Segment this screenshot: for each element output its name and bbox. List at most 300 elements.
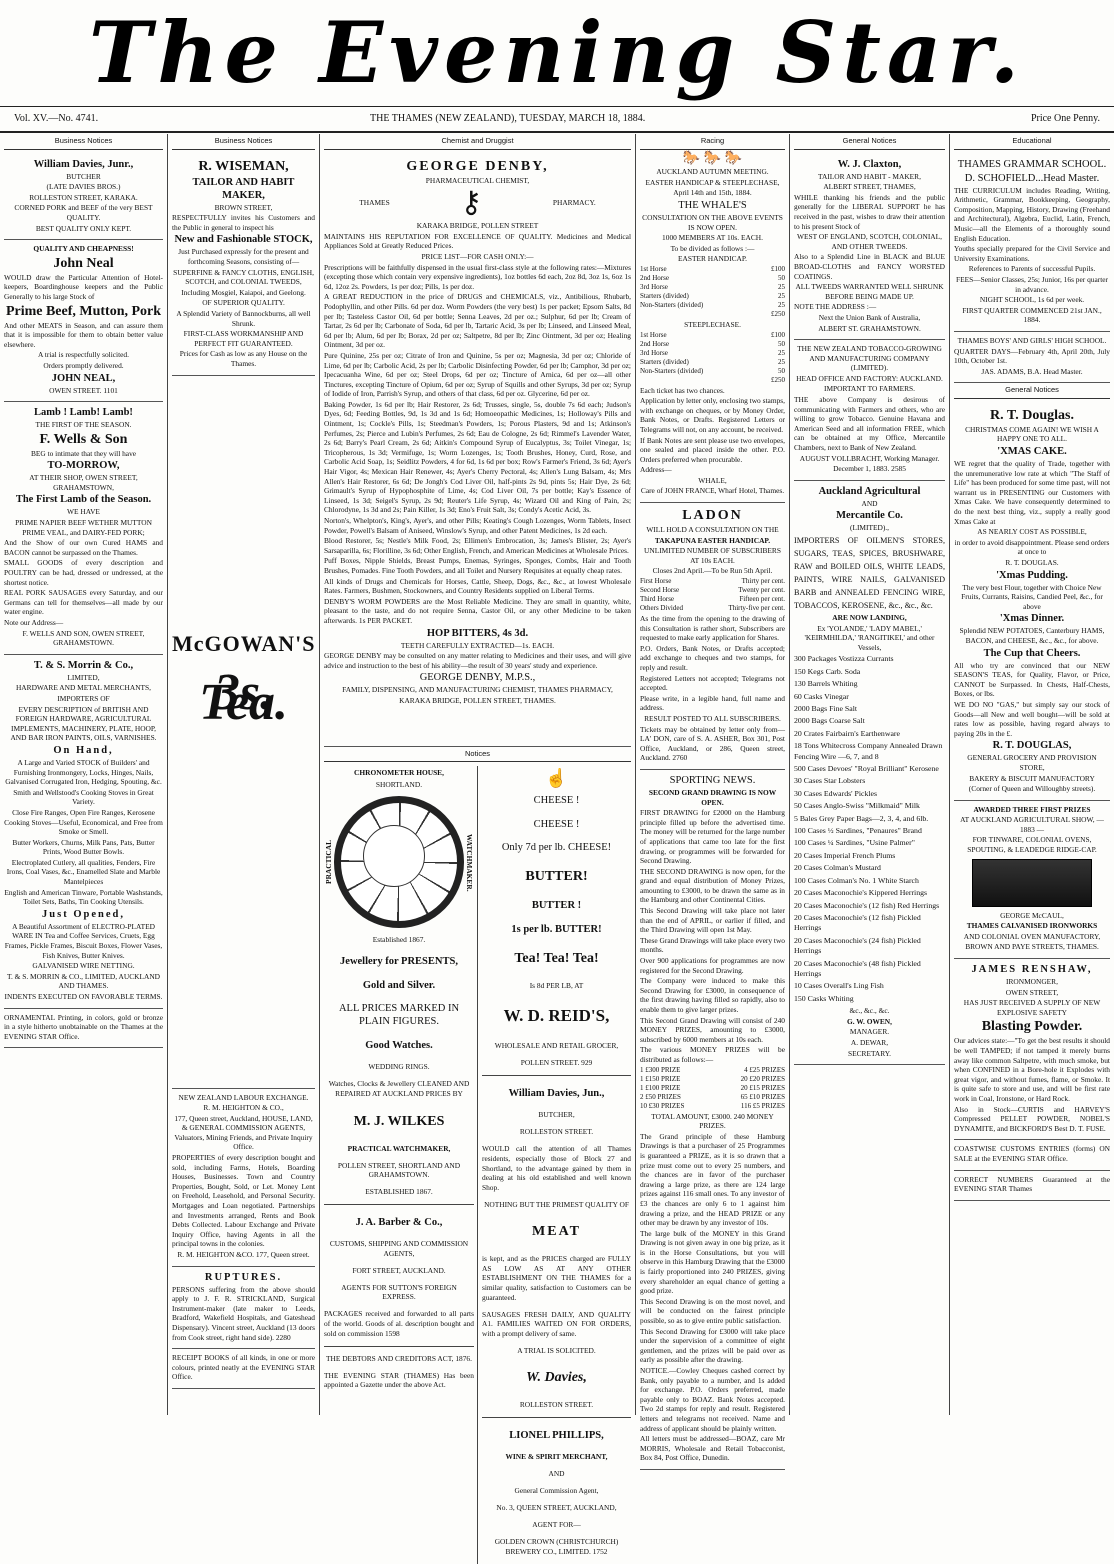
ad-text: AT AUCKLAND AGRICULTURAL SHOW, — 1883 — <box>960 815 1104 834</box>
ad-title: W. D. REID'S, <box>503 1006 610 1026</box>
ad-title: LIONEL PHILLIPS, <box>509 1429 604 1441</box>
ad-text: Electroplated Cutlery, all qualities, Fenders, Fire Irons, Coal Vases, &c., Enamelled Slate and Marble Mantelpieces <box>6 857 161 887</box>
ad-title: T. & S. Morrin & Co., <box>33 659 134 671</box>
column-general <box>790 134 950 1415</box>
ad-text: 1s per lb. BUTTER! <box>511 923 602 935</box>
ad-text: WILL HOLD A CONSULTATION ON THE <box>646 525 779 535</box>
ad-text: WEDDING RINGS. <box>368 1062 430 1072</box>
divider <box>324 1346 474 1347</box>
column-heading: Notices <box>324 747 631 763</box>
table-row <box>640 1066 785 1075</box>
cell: 3rd Horse <box>640 282 668 291</box>
table-row <box>640 349 785 358</box>
ad-text: (LIMITED)., <box>850 523 889 533</box>
ad-subtitle: PHARMACEUTICAL CHEMIST, <box>425 175 530 185</box>
ad-text: PERSONS suffering from the above should apply to J. F. R. STRICKLAND, Surgical Instrument-maker (late maker to Leeds, Bradford, Wakefield Hospitals, and Gateshead Dispensary). Vincent street, Auckland (13 doors from Cook street, right hand side). 2280 <box>172 1284 315 1342</box>
ad-text: ALL PRICES MARKED IN PLAIN FIGURES. <box>338 1003 460 1028</box>
cell: 1 £150 PRIZE <box>640 1074 681 1083</box>
ad-title: NEW ZEALAND LABOUR EXCHANGE. <box>178 1092 309 1102</box>
ad-title: THAMES BOYS' AND GIRLS' HIGH SCHOOL. <box>957 335 1107 345</box>
list-item: 18 Tons Whitecross Company Annealed Drawn Fencing Wire —6, 7, and 8 <box>794 741 943 761</box>
list-item: 20 Cases Maconochie's (12 fish) Red Herrings <box>794 900 940 910</box>
ad-title: TAKAPUNA EASTER HANDICAP. <box>654 535 771 545</box>
table-row <box>640 1102 785 1111</box>
ad-text: POLLEN STREET, SHORTLAND AND GRAHAMSTOWN. <box>337 1160 461 1180</box>
cell: £100 <box>771 264 785 273</box>
ad-claxton <box>794 154 945 341</box>
ad-text: ROLLESTON STREET, KARAKA. <box>29 192 138 202</box>
ad-text: Splendid NEW POTATOES, Canterbury HAMS, BACON, and CHEESE, &c., &c., for above. <box>959 626 1105 645</box>
ad-text: THE SECOND DRAWING is now open, for the grand and equal distribution of Money Prizes, amounting to £3000, to be drawn the same as in the Hamburg and other Continental Cities. <box>640 866 785 905</box>
ad-text: THE DEBTORS AND CREDITORS ACT, 1876. <box>326 1353 472 1363</box>
ad-high-school <box>954 332 1110 383</box>
clock-row <box>324 790 474 934</box>
list-item: 20 Cases Maconochie's Kippered Herrings <box>794 888 928 898</box>
notices-section <box>324 766 631 1564</box>
ad-text: FIRST QUARTER COMMENCED 21st JAN., 1884. <box>962 305 1102 325</box>
ad-title: Auckland Agricultural <box>818 485 921 497</box>
cell: 65 £10 PRIZES <box>740 1092 785 1101</box>
cell: 25 <box>778 348 785 357</box>
cell: Non-Starters (divided) <box>640 366 704 375</box>
ad-text: All who try are convinced that our NEW SEASON'S TEAS, for Quality, Flavor, or Price, CANNOT be Surpassed. In Chests, Half-Chests, Boxes, or lbs. <box>954 660 1110 699</box>
cell: £250 <box>771 375 785 384</box>
ad-text: BAKERY & BISCUIT MANUFACTORY <box>969 773 1095 783</box>
divider <box>324 1204 474 1205</box>
ad-text: April 14th and 15th, 1884. <box>673 188 752 198</box>
ad-text: Watches, Clocks & Jewellery CLEANED AND REPAIRED AT AUCKLAND PRICES BY <box>328 1079 470 1099</box>
cell: 1 £100 PRIZE <box>640 1083 681 1092</box>
ad-text: REAL PORK SAUSAGES every Saturday, and our Germans can tell for themselves—all made by our water engine. <box>4 588 163 617</box>
ad-title: On Hand, <box>53 744 114 756</box>
ad-text: Tickets may be obtained by letter only from—LA' DON, care of S. A. ASHER, Box 301, Post Office, Auckland, or 286, Queen street, Auckland. 2760 <box>640 724 785 763</box>
list-item: 20 Cases Colman's Mustard <box>794 863 881 873</box>
ad-text: English and American Tinware, Portable Washstands, Toilet Sets, Baths, Tin Cooking Utensils. <box>4 887 163 907</box>
ad-text: THE above Company is desirous of communicating with Farmers and others, who are willing to grow Tobacco. Genuine Havana and American Seed and all information FREE, which can be obtained at my Office, Mercantile Chambers, next to Bank of New Zealand. <box>794 395 945 453</box>
ad-text: AGENT FOR— <box>532 1520 581 1530</box>
ad-text: CORNED PORK and BEEF of the very BEST QUALITY. <box>14 203 153 222</box>
table-row <box>640 1075 785 1084</box>
ad-text: Prescriptions will be faithfully dispensed in the usual first-class style at the following rates:—Mixtures (excepting those which contain very expensive ingredients), 1oz bottles 6d each, 2oz 8d, 3oz 1s, 6oz 1s 6d, 12oz 2s. Powders, 1s per doz; Pills, 1s per doz. <box>324 262 631 291</box>
ad-text: This Second Drawing will take place not later than the end of APRIL, or earlier if filled, and the Third Drawing will open 1st May. <box>640 906 785 935</box>
ad-text: SHORTLAND. <box>375 779 423 789</box>
cell: 1st Horse <box>640 330 667 339</box>
ad-text: Including Mosgiel, Kaiapoi, and Geelong. <box>181 287 306 297</box>
ad-text: The Company were induced to make this Second Drawing for £3000, in consequence of the first drawing having filled so rapidly, also to enable them to give larger prizes. <box>640 976 785 1014</box>
ad-text: KARAKA BRIDGE, POLLEN STREET, THAMES. <box>399 695 556 705</box>
ad-title: BUTTER ! <box>531 900 582 912</box>
list-item: 30 Cases Edwards' Pickles <box>794 788 878 798</box>
list-item: 500 Cases Devoes' "Royal Brilliant" Kerosene <box>794 764 939 774</box>
ad-text: IMPORTERS OF <box>57 693 110 703</box>
ad-text: AND <box>861 498 878 508</box>
ad-text: RECEIPT BOOKS of all kinds, in one or more colours, printed neatly at the EVENING STAR Office. <box>172 1353 315 1382</box>
ad-text: 1000 MEMBERS AT 10s. EACH. <box>662 233 763 243</box>
ad-text: RESPECTFULLY invites his Customers and the Public in general to inspect his <box>172 213 315 232</box>
ad-douglas <box>954 403 1110 801</box>
ad-text: Please write, in a legible hand, full name and address. <box>640 693 785 713</box>
column-racing <box>636 134 790 1463</box>
ad-ladon <box>640 503 785 770</box>
ad-title: MEAT <box>532 1224 581 1240</box>
ad-text: FIRST DRAWING for £2000 on the Hamburg principle filled up before the advertised time. The money will be returned for the large number of applications that came too late for the first drawing, or programmes will be forwarded for Second Drawing. <box>640 808 785 866</box>
cell: 2 £50 PRIZES <box>640 1092 681 1101</box>
ad-text: AUGUST VOLLBRACHT, Working Manager. <box>799 453 940 463</box>
ad-text: SMALL GOODS of every description and POULTRY can be had, dressed or undressed, at the shortest notice. <box>4 558 163 587</box>
cell: 25 <box>778 300 785 309</box>
list-item: 20 Cases Maconochie's (48 fish) Pickled Herrings <box>794 958 921 978</box>
ad-text: PRICE LIST—FOR CASH ONLY:— <box>421 251 534 261</box>
ad-whale <box>640 163 785 503</box>
ad-davies <box>4 154 163 241</box>
ad-text: A Beautiful Assortment of ELECTRO-PLATED WARE IN Tea and Coffee Services, Cruets, Egg Frames, Pickle Frames, Biscuit Boxes, Flower Vases, Fish Knives, Butter Knives. <box>4 921 163 960</box>
ad-title: LADON <box>682 508 743 524</box>
ad-text: NIGHT SCHOOL, 1s 6d per week. <box>979 295 1085 305</box>
ad-title: M. J. WILKES <box>353 1113 445 1129</box>
ad-text: BEST QUALITY ONLY KEPT. <box>35 223 132 233</box>
ad-text: ALBERT ST. GRAHAMSTOWN. <box>818 323 921 333</box>
ad-text: WEST OF ENGLAND, SCOTCH, COLONIAL, AND OTHER TWEEDS. <box>796 232 942 251</box>
ad-title: Tea! Tea! Tea! <box>514 950 599 966</box>
horse-race-icon: 🐎 🐎 🐎 <box>682 150 743 166</box>
key-icon: ⚷ <box>460 186 483 220</box>
table-row <box>640 292 785 301</box>
ad-text: D. SCHOFIELD...Head Master. <box>964 172 1100 184</box>
table-row <box>640 358 785 367</box>
ad-text: RESULT POSTED TO ALL SUBSCRIBERS. <box>644 713 781 723</box>
ad-text: TOTAL AMOUNT, £3000. 240 MONEY PRIZES. <box>651 1111 774 1131</box>
landing-items-list <box>794 654 945 1004</box>
ad-text: Next the Union Bank of Australia, <box>818 312 921 322</box>
place-date: THE THAMES (NEW ZEALAND), TUESDAY, MARCH 18, 1884. <box>370 113 646 124</box>
ad-text: Norton's, Whelpton's, King's, Ayer's, and other Pills; Keating's Cough Lozenges, Worm Tablets, Insect Powder, Powell's Balsam of Aniseed, Winslow's Syrup, and other Patent Medicines, 1s 2d each. <box>324 516 631 535</box>
ad-text: Each ticket has two chances. <box>640 385 725 395</box>
ad-text: Blood Restorer, 5s; Nestle's Milk Food, 2s; Ellimen's Embrocation, 3s; James's Blister, 2s; Ayer's Sarsaparilla, 6s; Florilline, 3s 6d; Other English, French, and American Medicines at Wholesale Prices. <box>324 536 631 555</box>
ad-text: As the time from the opening to the drawing of this Consultation is rather short, Subscribers are requested to make early application for Shares. <box>640 614 785 643</box>
ad-text: FAMILY, DISPENSING, AND MANUFACTURING CHEMIST, THAMES PHARMACY, <box>342 685 613 695</box>
table-row <box>640 1084 785 1093</box>
ad-text: This Second Drawing is on the most novel, and will be conducted on the fairest principle possible, so as to give entire public satisfaction. <box>640 1296 785 1326</box>
ad-text: WOULD draw the Particular Attention of Hotel-keepers, Boardinghouse keepers and the Public Generally to his large Stock of <box>4 272 163 301</box>
cell: 4 £25 PRIZES <box>744 1065 785 1074</box>
ad-text: WOULD call the attention of all Thames residents, especially those of Block 27 and Shortland, to the advantage gained by them in dealing at his old established and well known Shop. <box>482 1144 631 1192</box>
ad-text: Prices for Cash as low as any House on the Thames. <box>179 349 308 368</box>
ad-text: No. 3, QUEEN STREET, AUCKLAND, <box>496 1503 617 1513</box>
ad-title: CHEESE ! <box>533 795 580 807</box>
list-item: 20 Crates Fairbairn's Earthenware <box>794 728 900 738</box>
ad-text: OWEN STREET. 1101 <box>49 385 118 395</box>
ad-title: GEORGE McCAUL, <box>1000 910 1064 920</box>
ad-title: Lamb ! Lamb! Lamb! <box>34 407 133 419</box>
ad-text: AUCKLAND AUTUMN MEETING. <box>656 167 769 177</box>
ad-text: is kept, and as the PRICES charged are FULLY AS LOW AS AT ANY OTHER ESTABLISHMENT ON THE THAMES for a similar quality, satisfaction to Customers can be guaranteed. <box>482 1254 631 1302</box>
ad-text: BROWN AND PAYE STREETS, THAMES. <box>965 942 1099 952</box>
ad-text: UNLIMITED NUMBER OF SUBSCRIBERS AT 10s EACH. <box>644 546 781 565</box>
ad-title: AWARDED THREE FIRST PRIZES <box>973 804 1091 814</box>
ad-mccaul <box>954 801 1110 959</box>
ad-text: NOTICE.—Cowley Cheques cashed correct by Bank, only payable to a number, and 1s added for exchange. P.O. Orders preferred, made payable only to BOAZ. Bank Notes accepted. Two 2d stamps for reply and result. Registered letters and telegrams not received. Name and address of applicant should be plainly written. <box>640 1366 785 1433</box>
list-item: 60 Casks Vinegar <box>794 691 849 701</box>
ad-text: PRACTICAL WATCHMAKER, <box>347 1143 451 1153</box>
ad-text: 177, Queen street, Auckland, HOUSE, LAND, & GENERAL COMMISSION AGENTS, Valuators, Mining Friends, and Private Inquiry Office. <box>174 1113 313 1152</box>
ad-receipt <box>172 1349 315 1389</box>
ad-text: (Corner of Queen and Willoughby streets). <box>968 784 1096 794</box>
cell: Twenty per cent. <box>738 586 785 595</box>
column-business-2 <box>168 134 320 1415</box>
ad-text: OWEN STREET, <box>1005 987 1059 997</box>
ad-text: Ex 'YOLANDE,' 'LADY MABEL,' 'KEIRMHILDA,' 'RANGITIKEI,' and other Vessels, <box>804 623 935 652</box>
ad-text: Closes 2nd April.—To be Run 5th April. <box>652 566 773 576</box>
column-business-1 <box>0 134 168 1415</box>
ad-text: R. T. DOUGLAS. <box>1005 558 1059 567</box>
ad-text: Is 8d PER LB, AT <box>529 980 584 990</box>
ad-text: PHARMACY. <box>552 198 596 208</box>
ad-text: HAS JUST RECEIVED A SUPPLY OF NEW EXPLOSIVE SAFETY <box>963 998 1101 1017</box>
ad-text: JAS. ADAMS, B.A. Head Master. <box>981 366 1083 376</box>
ad-text: INDENTS EXECUTED ON FAVORABLE TERMS. <box>4 992 163 1001</box>
list-item: 150 Casks Whiting <box>794 993 854 1003</box>
ad-title: Mercantile Co. <box>836 510 903 522</box>
ad-text: POLLEN STREET. 929 <box>520 1058 593 1068</box>
oven-illustration-icon <box>972 859 1092 907</box>
ad-text: AND COLONIAL OVEN MANUFACTORY, <box>963 931 1101 941</box>
ad-text: And other MEATS in Season, and can assure them that it is impossible for them to obtain better value elsewhere. <box>4 320 163 349</box>
cell: 2nd Horse <box>640 273 669 282</box>
ad-text: December 1, 1883. 2585 <box>833 464 906 474</box>
columns <box>0 134 1114 1556</box>
ad-title: R. T. Douglas. <box>990 407 1074 423</box>
ad-text: IRONMONGER, <box>1006 977 1058 987</box>
ad-title: 'XMAS CAKE. <box>997 446 1067 458</box>
ad-text: BUTCHER <box>66 171 101 181</box>
ad-text: PACKAGES received and forwarded to all parts of the world. Goods of al. description bought and sold on commission 1598 <box>324 1309 474 1338</box>
ad-text: CORRECT NUMBERS Guaranteed at the EVENING STAR Thames <box>954 1174 1110 1194</box>
cell: 2nd Horse <box>640 339 669 348</box>
ad-text: AND <box>548 1469 565 1479</box>
ad-text: WE HAVE <box>67 507 100 517</box>
divider <box>482 1075 631 1076</box>
ad-text: The very best Flour, together with Choice New Fruits, Currants, Raisins, Candied Peel, &c., for above <box>961 582 1103 611</box>
ad-text: Just Purchased expressly for the present and forthcoming Seasons, consisting of— <box>178 247 309 266</box>
ad-subtitle: QUALITY AND CHEAPNESS! <box>33 244 134 254</box>
ad-title: McGOWAN'S <box>172 630 316 656</box>
table-row <box>640 340 785 349</box>
ad-title: ARE NOW LANDING, <box>832 613 907 622</box>
ad-subtitle: TAILOR AND HABIT MAKER, <box>192 176 295 201</box>
ad-title: The Cup that Cheers. <box>983 647 1081 659</box>
cell: 20 £20 PRIZES <box>740 1074 785 1083</box>
ad-text: PRIME NAPIER BEEF WETHER MUTTON PRIME VEAL, and DAIRY-FED PORK; <box>15 518 152 537</box>
ad-text: ESTABLISHED 1867. <box>365 1187 433 1197</box>
ad-text: Also to a Splendid Line in BLACK and BLUE BROAD-CLOTHS and FANCY WORSTED COATINGS. <box>794 252 945 281</box>
ad-text: All letters must be addressed—BOAZ, care Mr MORRIS, Wholesale and Retail Tobacconist, Box 84, Post Office, Dunedin. <box>640 1434 785 1463</box>
list-item: 50 Cases Anglo-Swiss "Milkmaid" Milk <box>794 801 920 811</box>
masthead-title: The Evening Star. <box>88 3 1026 102</box>
table-row <box>640 265 785 274</box>
ad-text: WE DO NO "GAS," but simply say our stock of Goods—all New and well bought—will be sold at rates low as possible, having regard always to paying 20s in the £. <box>954 699 1110 738</box>
ad-text: These Grand Drawings will take place every two months. <box>640 935 785 955</box>
list-item: 20 Cases Maconochie's (24 fish) Pickled Herrings <box>794 935 921 956</box>
cell: 25 <box>778 291 785 300</box>
ad-text: All kinds of Drugs and Chemicals for Horses, Cattle, Sheep, Dogs, &c., &c., at lowest Wholesale Rates. Farmers, Bushmen, Stockowners, and Country Residents supplied on Liberal Terms. <box>324 576 631 596</box>
ad-title: THE NEW ZEALAND TOBACCO-GROWING AND MANUFACTURING COMPANY (LIMITED). <box>797 344 942 373</box>
ad-text: SAUSAGES FRESH DAILY, AND QUALITY A1. FAMILIES WAITED ON FOR ORDERS, with a prompt delivery of same. <box>482 1309 631 1338</box>
ad-text: HEAD OFFICE AND FACTORY: AUCKLAND. <box>796 373 943 383</box>
ad-text: P.O. Orders, Bank Notes, or Drafts accepted; add exchange to cheques and two stamps, for reply and result. <box>640 643 785 672</box>
ad-text: ROLLESTON STREET. <box>519 1400 594 1410</box>
ad-title: SECOND GRAND DRAWING IS NOW OPEN. <box>648 787 777 807</box>
list-item: 300 Packages Vostizza Currants <box>794 654 894 664</box>
column-heading: Educational <box>954 134 1110 150</box>
ad-text: IMPORTERS OF OILMEN'S STORES, SUGARS, TEAS, SPICES, BRUSHWARE, RAW and BOILED OILS, WHITE LEADS, PAINTS, WIRE NAILS, GALVANISED BARB and ANNEALED FENCING WIRE, TOBACCOS, KEROSENE, &c., &c., &c. <box>794 536 945 610</box>
ad-correct-numbers <box>954 1171 1110 1201</box>
ad-text: (LATE DAVIES BROS.) <box>46 182 121 192</box>
ad-text: JOHN NEAL, <box>51 372 116 384</box>
ad-text: The various MONEY PRIZES will be distributed as follows:— <box>640 1045 785 1064</box>
cell: First Horse <box>640 577 672 586</box>
ad-labour <box>172 1089 315 1267</box>
ad-wells <box>4 402 163 655</box>
list-item: 2000 Bags Fine Salt <box>794 704 858 713</box>
ad-text: General Commission Agent, <box>514 1486 599 1496</box>
cell: 10 £30 PRIZES <box>640 1101 685 1110</box>
ad-text: R. M. HEIGHTON & CO., <box>203 1103 284 1113</box>
cell: 20 £15 PRIZES <box>740 1083 785 1092</box>
ad-text: G. W. OWEN, <box>847 1016 892 1026</box>
column-educational <box>950 134 1114 1415</box>
ad-title: BUTTER! <box>525 869 588 885</box>
ad-morrin <box>4 655 163 1009</box>
dateline <box>0 106 1114 133</box>
cell: Thirty-five per cent. <box>728 604 785 613</box>
ad-neal <box>4 240 163 402</box>
divider <box>482 1417 631 1418</box>
ad-grammar-school <box>954 154 1110 332</box>
ad-title: 'Xmas Pudding. <box>996 569 1068 581</box>
column-heading: Business Notices <box>172 134 315 150</box>
ad-text: Note our Address— <box>4 618 64 627</box>
ad-text: EASTER HANDICAP. <box>678 254 747 264</box>
column-heading: Business Notices <box>4 134 163 150</box>
ad-text: EASTER HANDICAP & STEEPLECHASE, <box>645 177 780 187</box>
ad-text: WE regret that the quality of Trade, together with the unremunerative low rate at which "The Staff of Life" has been produced for some time past, will not warrant us in PRESENTING our Customers with Xmas Cake. We have consequently determined to do the next best thing, viz., supply a really good Xmas Cake at <box>954 459 1110 526</box>
notices-right <box>478 766 631 1564</box>
ad-title: William Davies, Junr., <box>33 158 134 170</box>
ad-text: And the Show of our own Cured HAMS and BACON cannot be surpassed on the Thames. <box>4 538 163 557</box>
ad-text: GALVANISED WIRE NETTING. <box>32 961 135 971</box>
ad-text: MAINTAINS HIS REPUTATION FOR EXCELLENCE OF QUALITY. Medicines and Medical Appliances Sold at Greatly Reduced Prices. <box>324 231 631 251</box>
ad-denby <box>324 154 631 747</box>
cell: Fifteen per cent. <box>739 595 785 604</box>
pointing-hand-icon: ☝ <box>545 768 568 789</box>
ad-text: ALBERT STREET, THAMES, <box>823 182 916 192</box>
cell: Non-Starters (divided) <box>640 300 704 309</box>
column-heading: Racing <box>640 134 785 150</box>
cell: 3rd Horse <box>640 348 668 357</box>
ad-title: GEORGE DENBY, <box>406 158 549 174</box>
ad-wiseman <box>172 154 315 376</box>
cell: Thirty per cent. <box>741 577 785 586</box>
cell: Starters (divided) <box>640 357 689 366</box>
ad-title: J. A. Barber & Co., <box>355 1216 443 1228</box>
ad-title: THAMES GRAMMAR SCHOOL. <box>957 158 1107 170</box>
table-row <box>640 331 785 340</box>
cell: Others Divided <box>640 604 683 613</box>
ad-tobacco <box>794 340 945 481</box>
ad-text: Close Fire Ranges, Open Fire Ranges, Kerosene Cooking Stoves—Useful, Economical, and Free from Smoke or Smell. <box>4 807 163 837</box>
cell: Starters (divided) <box>640 291 689 300</box>
ad-title: 3s. Tea. <box>198 664 289 731</box>
ad-title: William Davies, Jun., <box>508 1087 605 1099</box>
ad-text: QUARTER DAYS—February 4th, April 20th, July 10th, October 1st. <box>954 346 1110 366</box>
list-item: 150 Kegs Carb. Soda <box>794 666 861 676</box>
ad-text: This Second Drawing for £3000 will take place under the supervision of a committee of eight gentlemen, and the prizes will be paid over as early as possible after the drawing. <box>640 1326 785 1365</box>
ad-text: GENERAL GROCERY AND PROVISION STORE, <box>967 753 1097 772</box>
ad-text: A. DEWAR, <box>850 1037 889 1047</box>
ad-title: CHRONOMETER HOUSE, <box>354 768 444 778</box>
ad-text: THE EVENING STAR (THAMES) Has been appointed a Gazette under the above Act. <box>324 1370 474 1390</box>
ad-title: R. T. DOUGLAS, <box>992 740 1072 752</box>
ad-text: OF SUPERIOR QUALITY. <box>202 298 285 308</box>
ad-text: WINE & SPIRIT MERCHANT, <box>505 1452 608 1462</box>
ad-text: Only 7d per lb. CHEESE! <box>501 842 612 854</box>
ad-text: ORNAMENTAL Printing, in colors, gold or bronze in a style hitherto unobtainable on the Thames at the EVENING STAR Office. <box>4 1012 163 1041</box>
thames-pharmacy-row <box>324 186 631 220</box>
price: Price One Penny. <box>1030 113 1100 124</box>
ad-text: NOTE THE ADDRESS :— <box>794 302 877 312</box>
table-row <box>640 1093 785 1102</box>
ad-text: EVERY DESCRIPTION of BRITISH AND FOREIGN HARDWARE, AGRICULTURAL IMPLEMENTS, MACHINERY, PLATE, HOOP, AND BAR IRON PAINTS, OILS, VARNISHES. <box>10 704 157 743</box>
ad-text: FOR TINWARE, COLONIAL OVENS, SPOUTING, & LEADEDGE RIDGE-CAP. <box>967 835 1097 855</box>
list-item: 20 Cases Maconochie's (12 fish) Pickled Herrings <box>794 912 921 933</box>
ad-text: PRACTICAL <box>324 840 333 885</box>
ad-title: 'Xmas Dinner. <box>999 613 1065 625</box>
ad-text: WHALE, <box>698 475 727 485</box>
ad-text: PROPERTIES of every description bought and sold, including Farms, Hotels, Boarding Houses, Businesses. Town and Country Properties, Bought, Sold, or Let. Money Lent on Freehold, Leasehold, and Personal Security. Mortgages and Loan negotiated. Partnerships and Investments arranged, Rents and Book Debts Collected. Labour Exchange and Private Inquiry Office, having Agents in all the principal towns in the colonies. <box>172 1153 315 1249</box>
list-item: 30 Cases Star Lobsters <box>794 776 866 786</box>
ad-text: Youths specially prepared for the Civil Service and University Examinations. <box>954 244 1110 263</box>
ad-text: References to Parents of successful Pupils. <box>968 264 1096 274</box>
ad-text: AS NEARLY COST AS POSSIBLE, <box>977 527 1087 537</box>
cell: 50 <box>778 339 785 348</box>
ad-text: TAILOR AND HABIT - MAKER, <box>818 171 921 181</box>
ad-title: THE WHALE'S <box>678 199 747 211</box>
cell: Second Horse <box>640 586 680 595</box>
table-row <box>640 604 785 613</box>
ad-text: IMPORTANT TO FARMERS. <box>823 384 916 394</box>
ad-title: CHEESE ! <box>533 818 580 830</box>
ad-renshaw <box>954 959 1110 1140</box>
ad-title: R. WISEMAN, <box>198 158 289 174</box>
ad-text: The large bulk of the MONEY in this Grand Drawing is not given away in one big prize, as it is in the Horse Consultations, but you will observe in this Hamburg Drawing that the £3000 is fairly proportioned into 240 PRIZES, giving every shareholder an equal chance of getting a good prize. <box>640 1228 785 1296</box>
ad-text: To be divided as follows :— <box>670 243 755 253</box>
ad-text: T. & S. MORRIN & CO., LIMITED, AUCKLAND AND THAMES. <box>6 971 160 991</box>
ad-text: HOP BITTERS, 4s 3d. <box>426 627 529 639</box>
column-chemist <box>320 134 636 1556</box>
cell: 25 <box>778 282 785 291</box>
ad-text: AGENTS FOR SUTTON'S FOREIGN EXPRESS. <box>341 1282 457 1302</box>
list-item: 10 Cases Overall's Ling Fish <box>794 981 884 991</box>
ad-text: LIMITED, <box>67 672 100 682</box>
table-row <box>640 283 785 292</box>
cell: 50 <box>778 273 785 282</box>
clock-icon <box>334 796 465 928</box>
ladon-table <box>640 577 785 613</box>
table-row <box>640 577 785 586</box>
ad-text: If Bank Notes are sent please use two envelopes, one sealed and placed inside the other. P.O. Orders preferred when procurable. <box>640 435 785 464</box>
ad-text: Registered Letters not accepted; Telegrams not accepted. <box>640 673 785 693</box>
list-item: 5 Bales Grey Paper Bags—2, 3, 4, and 6lb. <box>794 813 929 823</box>
